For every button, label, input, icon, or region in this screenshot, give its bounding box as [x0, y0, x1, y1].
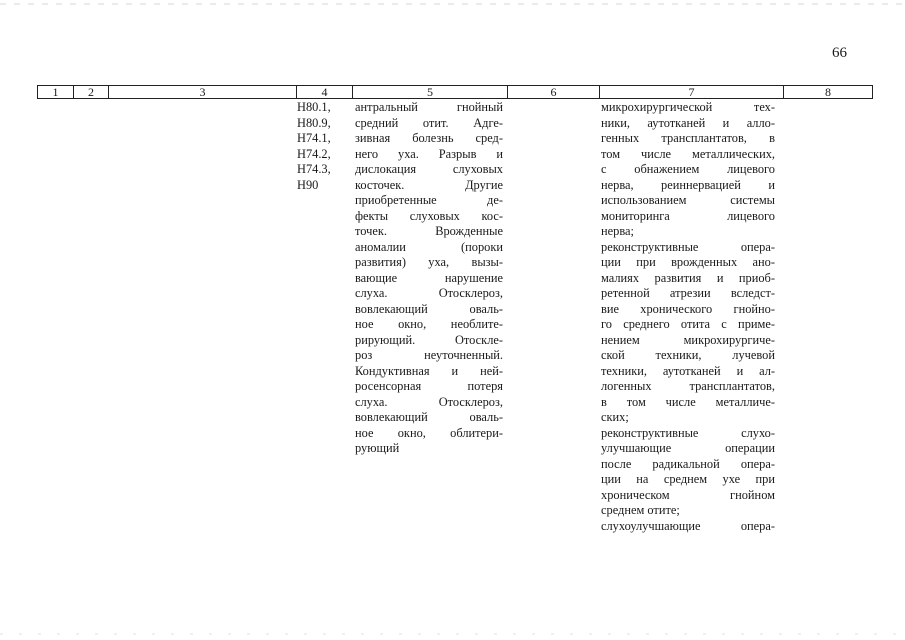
- scan-noise-bottom: [0, 633, 905, 635]
- treatment-line: использованием системы: [601, 193, 775, 207]
- code-line: H80.9,: [297, 115, 331, 130]
- treatment-line: микрохирургической тех-: [601, 100, 775, 114]
- treatment-line: ции на среднем ухе при: [601, 472, 775, 486]
- treatment-line: вие хронического гнойно-: [601, 301, 775, 316]
- code-line: H74.2,: [297, 146, 331, 161]
- diagnosis-line: него уха. Разрыв и: [355, 146, 503, 161]
- column-4-codes: [297, 100, 357, 193]
- treatment-line: среднем отите;: [601, 503, 680, 517]
- page-number: 66: [832, 45, 847, 61]
- code-line: H74.1,: [297, 131, 331, 145]
- diagnosis-line: ное окно, необлите-: [355, 317, 503, 331]
- diagnosis-line: слуха. Отосклероз,: [355, 394, 503, 409]
- code-line: H74.3,: [297, 162, 331, 176]
- treatment-line: генных трансплантатов, в: [601, 131, 775, 145]
- treatment-line: малиях развития и приоб-: [601, 270, 775, 285]
- diagnosis-line: роз неуточненный.: [355, 348, 503, 362]
- treatment-line: ретенной атрезии вследст-: [601, 286, 775, 300]
- diagnosis-line: росенсорная потеря: [355, 379, 503, 393]
- treatment-line: после радикальной опера-: [601, 456, 775, 471]
- diagnosis-line: рующий: [355, 441, 400, 455]
- treatment-line: улучшающие операции: [601, 441, 775, 455]
- header-cell-8: 8: [783, 86, 872, 98]
- treatment-line: го среднего отита с приме-: [601, 317, 775, 331]
- diagnosis-line: Кондуктивная и ней-: [355, 363, 503, 378]
- diagnosis-line: слуха. Отосклероз,: [355, 286, 503, 300]
- header-cell-7: 7: [599, 86, 783, 98]
- treatment-line: реконструктивные опера-: [601, 239, 775, 254]
- diagnosis-line: средний отит. Адге-: [355, 115, 503, 130]
- diagnosis-line: точек. Врожденные: [355, 224, 503, 238]
- diagnosis-line: антральный гнойный: [355, 100, 503, 114]
- column-7-treatment: [601, 100, 775, 534]
- code-line: H90: [297, 177, 319, 192]
- treatment-line: техники, аутотканей и ал-: [601, 363, 775, 378]
- diagnosis-line: вающие нарушение: [355, 270, 503, 285]
- treatment-line: в том числе металличе-: [601, 394, 775, 409]
- treatment-line: реконструктивные слухо-: [601, 425, 775, 440]
- treatment-line: нением микрохирургиче-: [601, 332, 775, 347]
- diagnosis-line: развития) уха, вызы-: [355, 255, 503, 269]
- table-header-row: [37, 85, 873, 99]
- header-cell-5: 5: [352, 86, 507, 98]
- treatment-line: нерва;: [601, 224, 634, 238]
- treatment-line: хроническом гнойном: [601, 487, 775, 502]
- treatment-line: мониторинга лицевого: [601, 208, 775, 223]
- column-5-diagnosis: [355, 100, 503, 457]
- treatment-line: ской техники, лучевой: [601, 348, 775, 362]
- diagnosis-line: вовлекающий оваль-: [355, 410, 503, 424]
- treatment-line: ских;: [601, 410, 629, 424]
- treatment-line: логенных трансплантатов,: [601, 379, 775, 393]
- diagnosis-line: косточек. Другие: [355, 177, 503, 192]
- treatment-line: с обнажением лицевого: [601, 162, 775, 176]
- diagnosis-line: приобретенные де-: [355, 193, 503, 207]
- scan-noise-top: [0, 3, 905, 5]
- treatment-line: ники, аутотканей и алло-: [601, 115, 775, 130]
- diagnosis-line: рирующий. Отоскле-: [355, 332, 503, 347]
- header-cell-4: 4: [296, 86, 352, 98]
- header-cell-6: 6: [507, 86, 599, 98]
- header-cell-1: 1: [52, 85, 59, 99]
- treatment-line: слухоулучшающие опера-: [601, 518, 775, 533]
- diagnosis-line: фекты слуховых кос-: [355, 208, 503, 223]
- diagnosis-line: аномалии (пороки: [355, 239, 503, 254]
- diagnosis-line: зивная болезнь сред-: [355, 131, 503, 145]
- code-line: H80.1,: [297, 100, 331, 114]
- header-cell-2: 2: [73, 86, 108, 98]
- diagnosis-line: вовлекающий оваль-: [355, 301, 503, 316]
- treatment-line: нерва, реиннервацией и: [601, 177, 775, 192]
- treatment-line: ции при врожденных ано-: [601, 255, 775, 269]
- treatment-line: том числе металлических,: [601, 146, 775, 161]
- header-cell-3: 3: [108, 86, 296, 98]
- diagnosis-line: ное окно, облитери-: [355, 425, 503, 440]
- diagnosis-line: дислокация слуховых: [355, 162, 503, 176]
